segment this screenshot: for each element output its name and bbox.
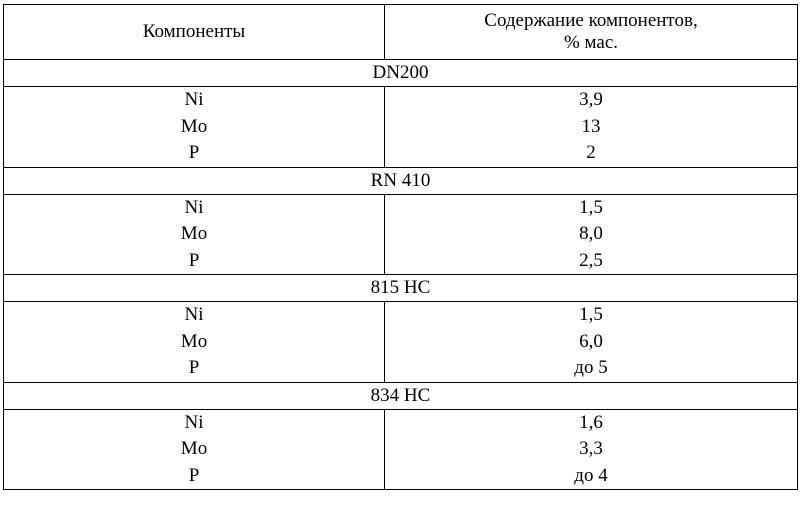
component-name: Mo: [180, 115, 208, 137]
component-name: P: [188, 357, 200, 378]
component-value: до 5: [574, 357, 608, 378]
component-name: Mo: [180, 438, 208, 459]
component-cell: [4, 302, 385, 383]
component-value: 2,5: [579, 249, 603, 271]
component-name: Ni: [184, 304, 204, 325]
component-value: 6,0: [579, 330, 603, 352]
group-title: RN 410: [4, 167, 798, 194]
component-value: 1,6: [579, 411, 603, 433]
value-cell: [385, 194, 798, 275]
component-name: Mo: [180, 330, 208, 352]
value-cell: [385, 302, 798, 383]
value-cell: [385, 409, 798, 490]
group-title: 815 HC: [4, 275, 798, 302]
component-name: P: [188, 142, 200, 163]
header-components: Компоненты: [4, 5, 385, 60]
group-row-rn410: [4, 167, 798, 194]
component-value: 3,3: [579, 438, 603, 459]
component-name: Mo: [180, 223, 208, 244]
component-value: 8,0: [579, 223, 603, 244]
group-title: DN200: [4, 60, 798, 87]
component-value: 1,5: [579, 196, 603, 218]
component-name: Ni: [184, 196, 204, 218]
component-name: P: [188, 464, 200, 486]
component-name: Ni: [184, 411, 204, 433]
header-row: [4, 5, 798, 60]
component-value: 1,5: [579, 304, 603, 325]
component-value: 3,9: [579, 89, 603, 110]
group-row-834hc: [4, 382, 798, 409]
group-title: 834 HC: [4, 382, 798, 409]
data-rows-815hc: [4, 302, 798, 383]
header-content-line2: % мас.: [563, 32, 619, 53]
group-row-815hc: [4, 275, 798, 302]
component-value: до 4: [574, 464, 608, 486]
header-content: [385, 5, 798, 60]
composition-table: [3, 4, 798, 490]
component-value: 13: [581, 115, 601, 137]
component-cell: [4, 194, 385, 275]
component-name: P: [188, 249, 200, 271]
component-cell: [4, 409, 385, 490]
component-value: 2: [586, 142, 596, 163]
component-name: Ni: [184, 89, 204, 110]
data-rows-dn200: [4, 87, 798, 168]
data-rows-rn410: [4, 194, 798, 275]
header-content-line1: Содержание компонентов,: [484, 10, 698, 31]
data-rows-834hc: [4, 409, 798, 490]
component-cell: [4, 87, 385, 168]
value-cell: [385, 87, 798, 168]
group-row-dn200: [4, 60, 798, 87]
